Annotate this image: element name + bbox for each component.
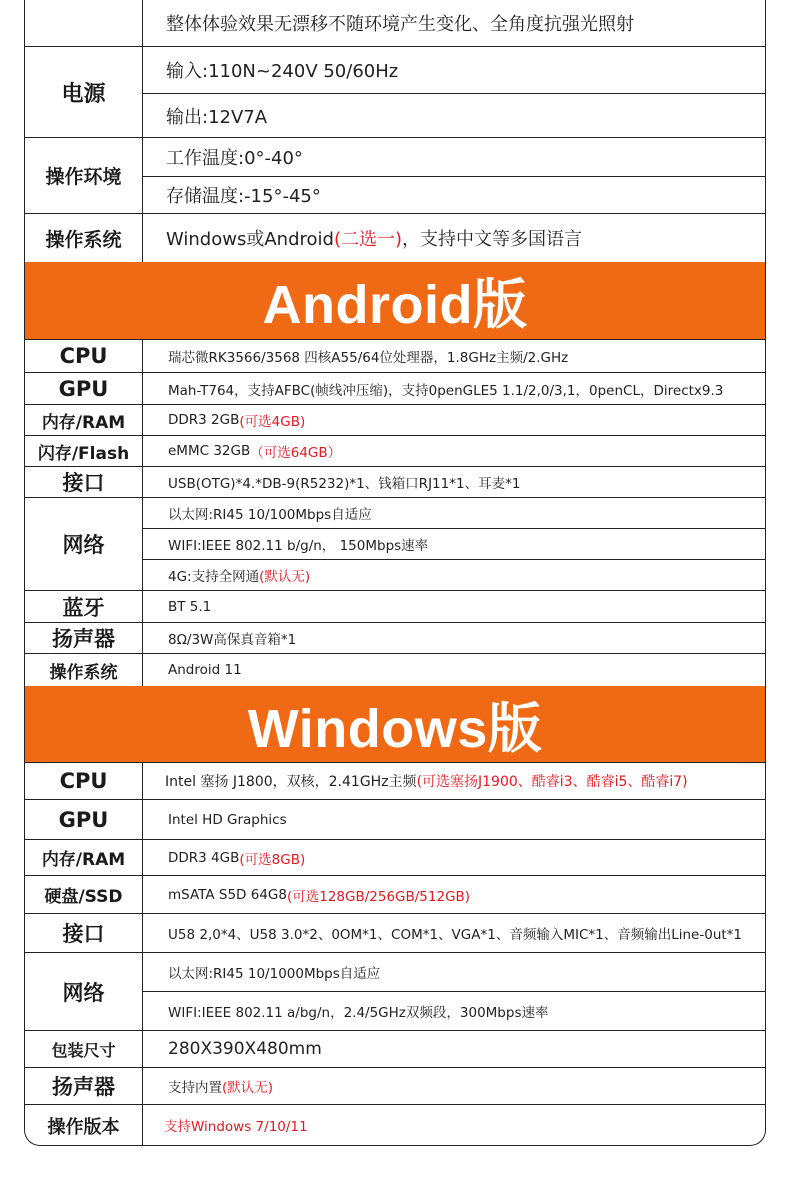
row-value: 存储温度:-15°-45° [166,186,321,207]
table-row [25,591,765,623]
row-value: 支持内置 (默认无) [143,1068,765,1104]
row-label: 网络 [25,953,143,1030]
note-text: （可选64GB） [250,445,342,461]
row-label: CPU [25,763,143,799]
table-row [25,467,765,498]
row-value: WIFI:IEEE 802.11 a/bg/n，2.4/5GHz双频段，300Mbps速率 [168,1005,549,1021]
table-row-network [25,498,765,591]
note-text: (可选8GB) [239,851,306,868]
row-label: 扬声器 [25,623,143,653]
row-label: 包装尺寸 [25,1031,143,1067]
row-value: mSATA S5D 64G8 (可选128GB/256GB/512GB) [168,886,471,905]
row-label: 硬盘/SSD [25,876,143,913]
row-label: 网络 [25,498,143,590]
note-text: (默认无) [259,569,311,585]
table-row [25,1031,765,1068]
row-value: USB(OTG)*4.*DB-9(R5232)*1、钱箱口RJ11*1、耳麦*1 [168,476,521,492]
row-value: Windows或Android (二选一) ，支持中文等多国语言 [143,214,765,262]
row-value: eMMC 32GB （可选64GB） [168,443,342,461]
table-row [25,654,765,686]
table-row [25,1105,765,1146]
row-value: 整体体验效果无漂移不随环境产生变化、全角度抗强光照射 [166,14,634,35]
row-value: U58 2,0*4、U58 3.0*2、0OM*1、COM*1、VGA*1、音频输入MIC*1、音频输出Line-0ut*1 [168,927,743,943]
row-value [143,1105,765,1144]
note-text: (可选4GB) [239,414,306,430]
row-value: 输出:12V7A [166,106,268,128]
table-row [25,914,765,953]
table-row [25,436,765,467]
row-value: 输入:110N~240V 50/60Hz [143,47,765,94]
row-value: 以太网:RI45 10/1000Mbps自适应 [143,953,765,992]
row-value: 8Ω/3W高保真音箱*1 [168,632,297,648]
row-label: 扬声器 [25,1068,143,1104]
section-title: Android版 [262,275,528,335]
spec-sheet [24,0,766,1146]
row-label: 电源 [25,47,143,137]
note-text: (可选塞扬J1900、酷睿i3、酷睿i5、酷睿i7) [416,774,688,790]
table-row [25,1068,765,1105]
table-row [25,623,765,654]
row-label: 蓝牙 [25,591,143,622]
section-title: Windows版 [247,698,543,759]
row-label: 内存/RAM [25,840,143,875]
row-value: 4G:支持全网通 (默认无) [143,560,765,590]
note-text: (可选128GB/256GB/512GB) [286,888,471,905]
row-value: Intel HD Graphics [168,811,287,828]
row-value: 工作温度:0°-40° [143,138,765,177]
row-label: 闪存/Flash [25,436,143,466]
row-value: 以太网:RI45 10/100Mbps自适应 [143,498,765,529]
row-value: BT 5.1 [168,598,212,615]
row-label: 操作版本 [25,1105,143,1146]
row-label [25,0,143,46]
row-label: GPU [25,373,143,404]
row-label: 操作系统 [25,654,143,686]
note-text: (二选一) [333,229,402,250]
row-label: CPU [25,340,143,372]
row-label: 操作系统 [25,214,143,262]
row-label: 接口 [25,914,143,952]
table-row [25,405,765,436]
row-value: Intel 塞扬 J1800，双核，2.41GHz主频 (可选塞扬J1900、酷睿i3、酷睿i5、酷睿i7) [143,763,765,799]
table-row [25,840,765,876]
table-row [25,373,765,405]
row-label: GPU [25,800,143,839]
android-section-banner [25,262,765,339]
row-label: 内存/RAM [25,405,143,435]
table-row-environment [25,138,765,214]
row-value: Android 11 [168,662,242,678]
row-value: 280X390X480mm [168,1039,322,1059]
table-row-network [25,953,765,1031]
row-value: DDR3 2GB (可选4GB) [168,412,306,430]
windows-section-banner [25,686,765,762]
table-row-power [25,47,765,138]
row-value: 瑞芯微RK3566/3568 四核A55/64位处理器，1.8GHz主频/2.GHz [168,350,569,366]
table-row [25,800,765,840]
row-label: 接口 [25,467,143,497]
row-label: 操作环境 [25,138,143,213]
table-row [25,762,765,800]
note-text: 支持Windows 7/10/11 [164,1118,308,1135]
table-row [25,876,765,914]
table-row [25,339,765,373]
row-value: Mah-T764，支持AFBC(帧线冲压缩)，支持0penGLE5 1.1/2,0/3,1，0penCL，Directx9.3 [168,382,724,399]
table-row [25,0,765,47]
row-value: DDR3 4GB (可选8GB) [168,849,306,868]
table-row-os [25,214,765,262]
note-text: (默认无) [222,1080,274,1096]
row-value: WIFI:IEEE 802.11 b/g/n， 150Mbps速率 [143,529,765,560]
